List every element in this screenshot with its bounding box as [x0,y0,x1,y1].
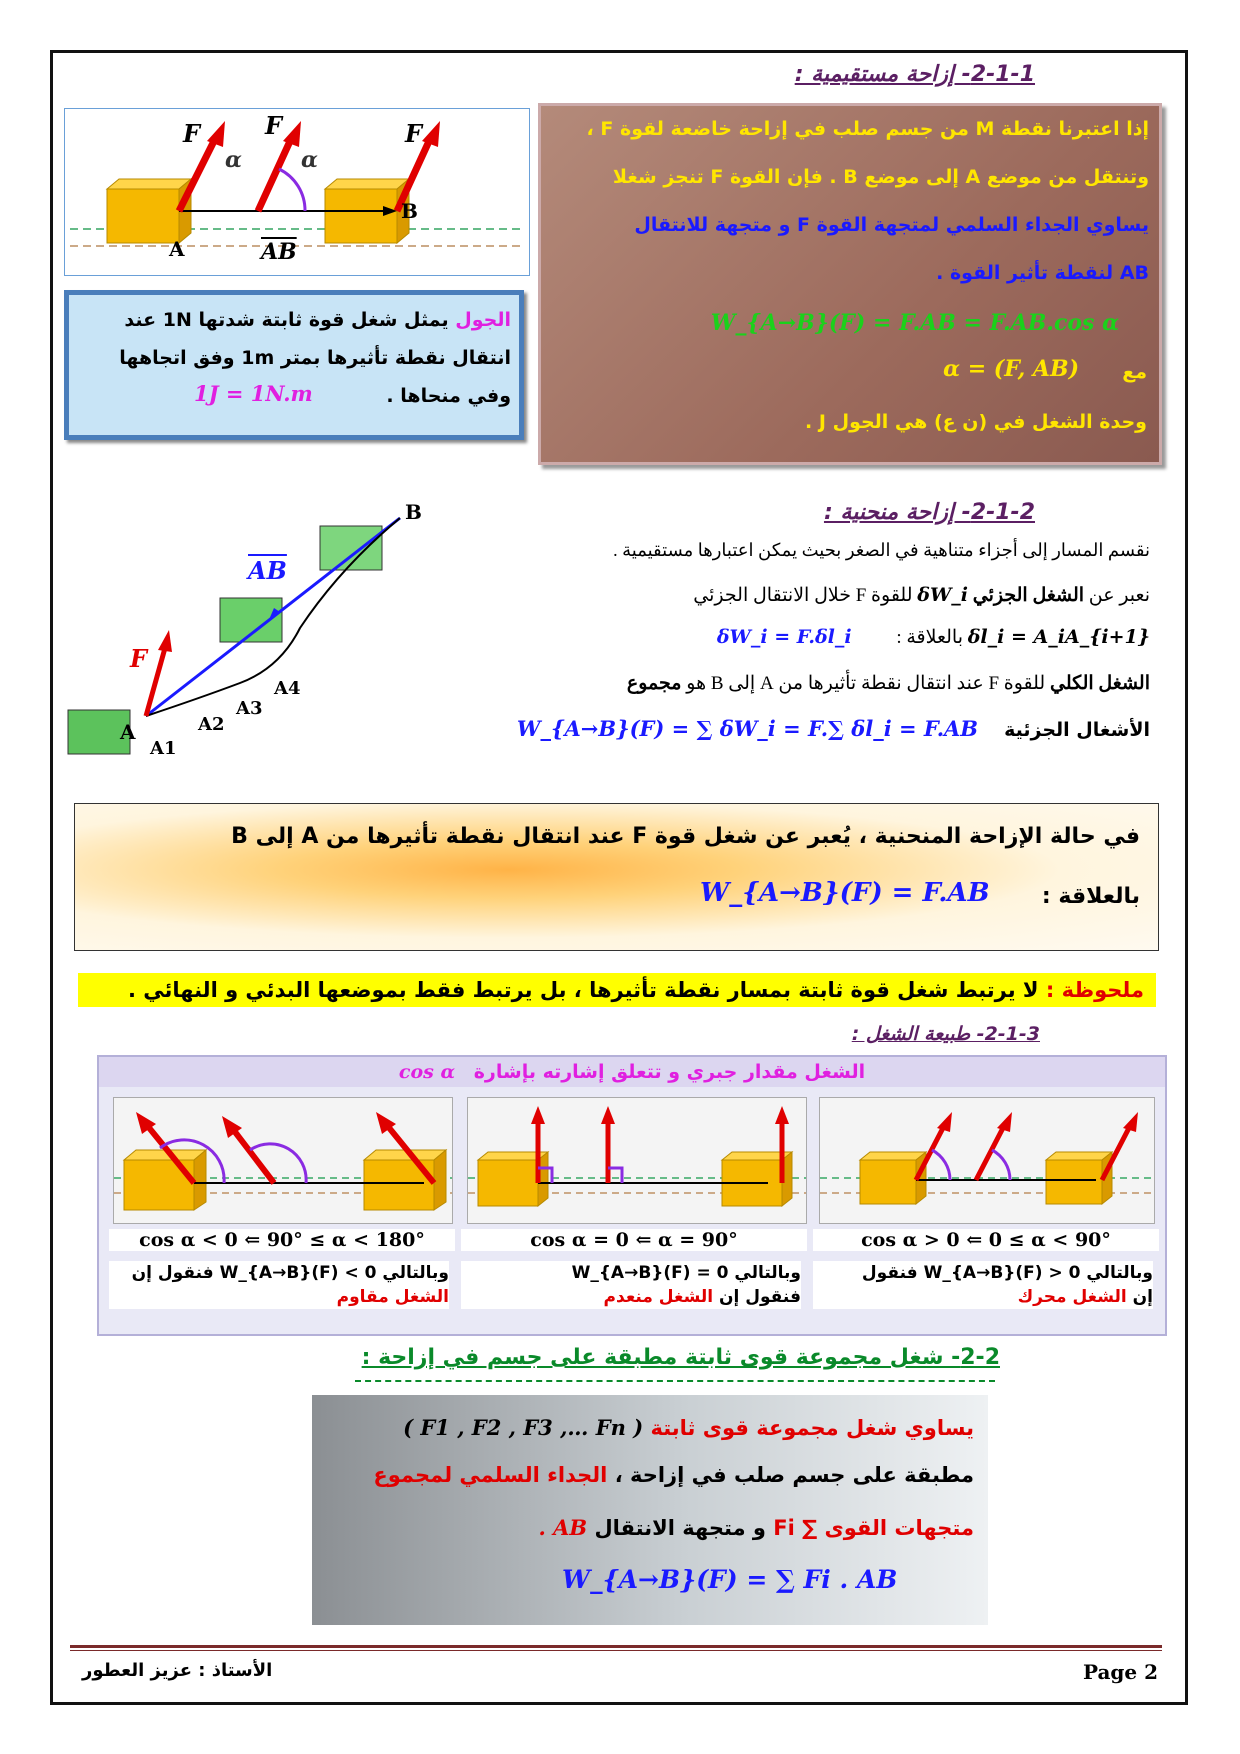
curved-line-4 [470,672,1150,695]
zero-text [461,1261,801,1309]
scene-negative-work [113,1097,453,1224]
curved-displacement-svg [60,498,450,768]
positive-work-svg [820,1098,1154,1223]
curve-vector-ab: $\overline{AB}$ [248,556,287,585]
note-text: لا يرتبط شغل قوة ثابتة بمسار نقطة تأثيرها ، بل يرتبط فقط بموضعها البدئي و النهائي . [127,978,1039,1002]
negative-condition: cos α < 0 ⇐ 90° ≤ α < 180° [109,1229,455,1251]
point-a-label: A [169,237,185,261]
multiple-line-3b: و متجهة الانتقال [594,1516,766,1540]
alpha-label-2: α [301,147,318,173]
summary-line-1: في حالة الإزاحة المنحنية ، يُعبر عن شغل قوة F عند انتقال نقطة تأثيرها من A إلى B [231,824,1140,849]
with-label: مع [1122,361,1147,383]
multiple-line-1a: يساوي شغل مجموعة قوى ثابتة [650,1416,974,1440]
curve-point-a: A [120,720,136,744]
section-title-underline [355,1380,995,1382]
work-nature-header-text: الشغل مقدار جبري و تتعلق إشارته بإشارة [473,1061,866,1083]
work-nature-panel [97,1055,1167,1336]
zero-text-line1: وبالتالي W_{A→B}(F) = 0 [571,1263,801,1283]
note-label: ملحوظة : [1045,978,1144,1002]
section-title-curved: 2-1-2- إزاحة منحنية : [823,500,1035,525]
straight-displacement-svg [65,109,529,275]
multiple-forces-box [312,1395,988,1625]
partial-work-label: الشغل الجزئي [972,585,1085,606]
curved-summary-box [74,803,1159,951]
positive-text-line1: وبالتالي W_{A→B}(F) > 0 فنقول [861,1263,1153,1283]
section-title-multiple-forces: 2-2- شغل مجموعة قوى ثابتة مطبقة على جسم في إزاحة : [361,1345,1000,1370]
multiple-line-3c: AB . [538,1515,588,1540]
work-formula: W_{A→B}(F) = F.AB = F.AB.cos α [710,310,1119,336]
negative-work-svg [114,1098,452,1223]
definition-line-2: وتنتقل من موضع A إلى موضع B . فإن القوة F تنجز شغلا [612,166,1149,188]
partial-work-formula: δW_i = F.δl_i [716,626,852,648]
positive-text-line2a: إن [1132,1287,1153,1307]
definition-box [538,103,1162,465]
summary-formula: W_{A→B}(F) = F.AB [700,878,990,908]
scene-positive-work [819,1097,1155,1224]
sum-label: مجموع [626,673,682,694]
negative-text [109,1261,449,1309]
negative-conclusion: الشغل مقاوم [336,1287,449,1307]
alpha-definition: α = (F, AB) [943,356,1079,382]
positive-condition: cos α > 0 ⇐ 0 ≤ α < 90° [813,1229,1159,1251]
joule-word: الجول [455,309,511,331]
curve-force-label: F [130,644,148,673]
zero-conclusion: الشغل منعدم [603,1287,714,1307]
footer-rule [70,1645,1162,1648]
summary-label: بالعلاقة : [1041,884,1140,909]
section-title-straight: 2-1-1- إزاحة مستقيمية : [794,62,1035,87]
multiple-line-2a: مطبقة على جسم صلب في إزاحة ، [614,1463,974,1487]
joule-line-2: انتقال نقطة تأثيرها بمتر 1m وفق اتجاهها [119,347,511,369]
joule-definition-box [64,290,524,440]
curve-point-a3: A3 [236,698,263,719]
force-label-1: F [183,119,201,148]
multiple-line-2 [324,1463,974,1487]
partial-work-symbol: δW_i [917,584,968,606]
straight-displacement-figure [64,108,530,276]
curve-point-b: B [405,500,422,524]
positive-text [813,1261,1153,1309]
curved-line-1: نقسم المسار إلى أجزاء متناهية في الصغر بحيث يمكن اعتبارها مستقيمية . [613,540,1150,560]
joule-line-3: وفي منحاها . [386,385,511,407]
scalar-product-label: الجداء السلمي لمجموع [373,1463,608,1487]
unit-line: وحدة الشغل في (ن ع) هي الجول J . [805,411,1147,433]
curved-line-2 [470,584,1150,607]
point-b-label: B [401,199,418,223]
curve-point-a4: A4 [274,678,301,699]
section-title-nature: 2-1-3- طبيعة الشغل : [851,1023,1040,1045]
curved-line-5 [470,716,1150,741]
multiple-forces-formula: W_{A→B}(F) = ∑ Fi . AB [562,1565,898,1594]
curved-line-4b: للقوة F عند انتقال نقطة تأثيرها من A إلى B هو [686,673,1046,694]
partial-displacement-formula: δl_i = A_iA_{i+1} [967,626,1150,648]
scene-zero-work [467,1097,807,1224]
force-label-2: F [265,111,283,140]
page-number: Page 2 [1082,1660,1158,1684]
multiple-line-1 [324,1415,974,1440]
total-work-formula: W_{A→B}(F) = ∑ δW_i = F.∑ δl_i = F.AB [516,716,979,741]
curve-point-a1: A1 [150,738,177,759]
zero-work-svg [468,1098,806,1223]
definition-line-3: يساوي الجداء السلمي لمتجهة القوة F و متجهة للانتقال [634,214,1149,236]
note-banner [78,973,1156,1007]
partial-works-label: الأشغال الجزئية [1004,719,1150,741]
work-nature-header [99,1057,1165,1087]
curve-point-a2: A2 [198,714,225,735]
curved-line-2d: للقوة F خلال الانتقال الجزئي [693,585,913,606]
vector-ab-label: $\overline{AB}$ [261,239,297,265]
joule-line-1-text: يمثل شغل قوة ثابتة شدتها 1N عند [124,309,449,331]
joule-line-1 [71,309,511,331]
zero-text-line2a: فنقول إن [719,1287,801,1307]
zero-condition: cos α = 0 ⇐ α = 90° [461,1229,807,1251]
definition-line-1: إذا اعتبرنا نقطة M من جسم صلب في إزاحة خاضعة لقوة F ، [586,118,1149,140]
author-name: الأستاذ : عزيز العطور [82,1660,273,1681]
total-work-label: الشغل الكلي [1049,673,1150,694]
work-nature-header-cos: cos α [398,1061,456,1083]
alpha-label-1: α [225,147,242,173]
negative-text-line1: وبالتالي W_{A→B}(F) < 0 فنقول إن [131,1263,449,1283]
relation-label: بالعلاقة : [896,627,963,648]
forces-set: ( F1 , F2 , F3 ,… Fn ) [403,1415,644,1440]
force-label-3: F [405,119,423,148]
curved-displacement-figure [60,498,450,768]
multiple-line-3 [324,1515,974,1540]
definition-line-4: AB لنقطة تأثير القوة . [936,262,1149,284]
multiple-line-3a: متجهات القوى ∑ Fi [773,1516,974,1540]
curved-line-2a: نعبر عن [1088,585,1150,606]
joule-formula: 1J = 1N.m [194,381,313,406]
positive-conclusion: الشغل محرك [1017,1287,1127,1307]
curved-line-3 [470,626,1150,649]
footer-rule-thin [70,1650,1162,1651]
